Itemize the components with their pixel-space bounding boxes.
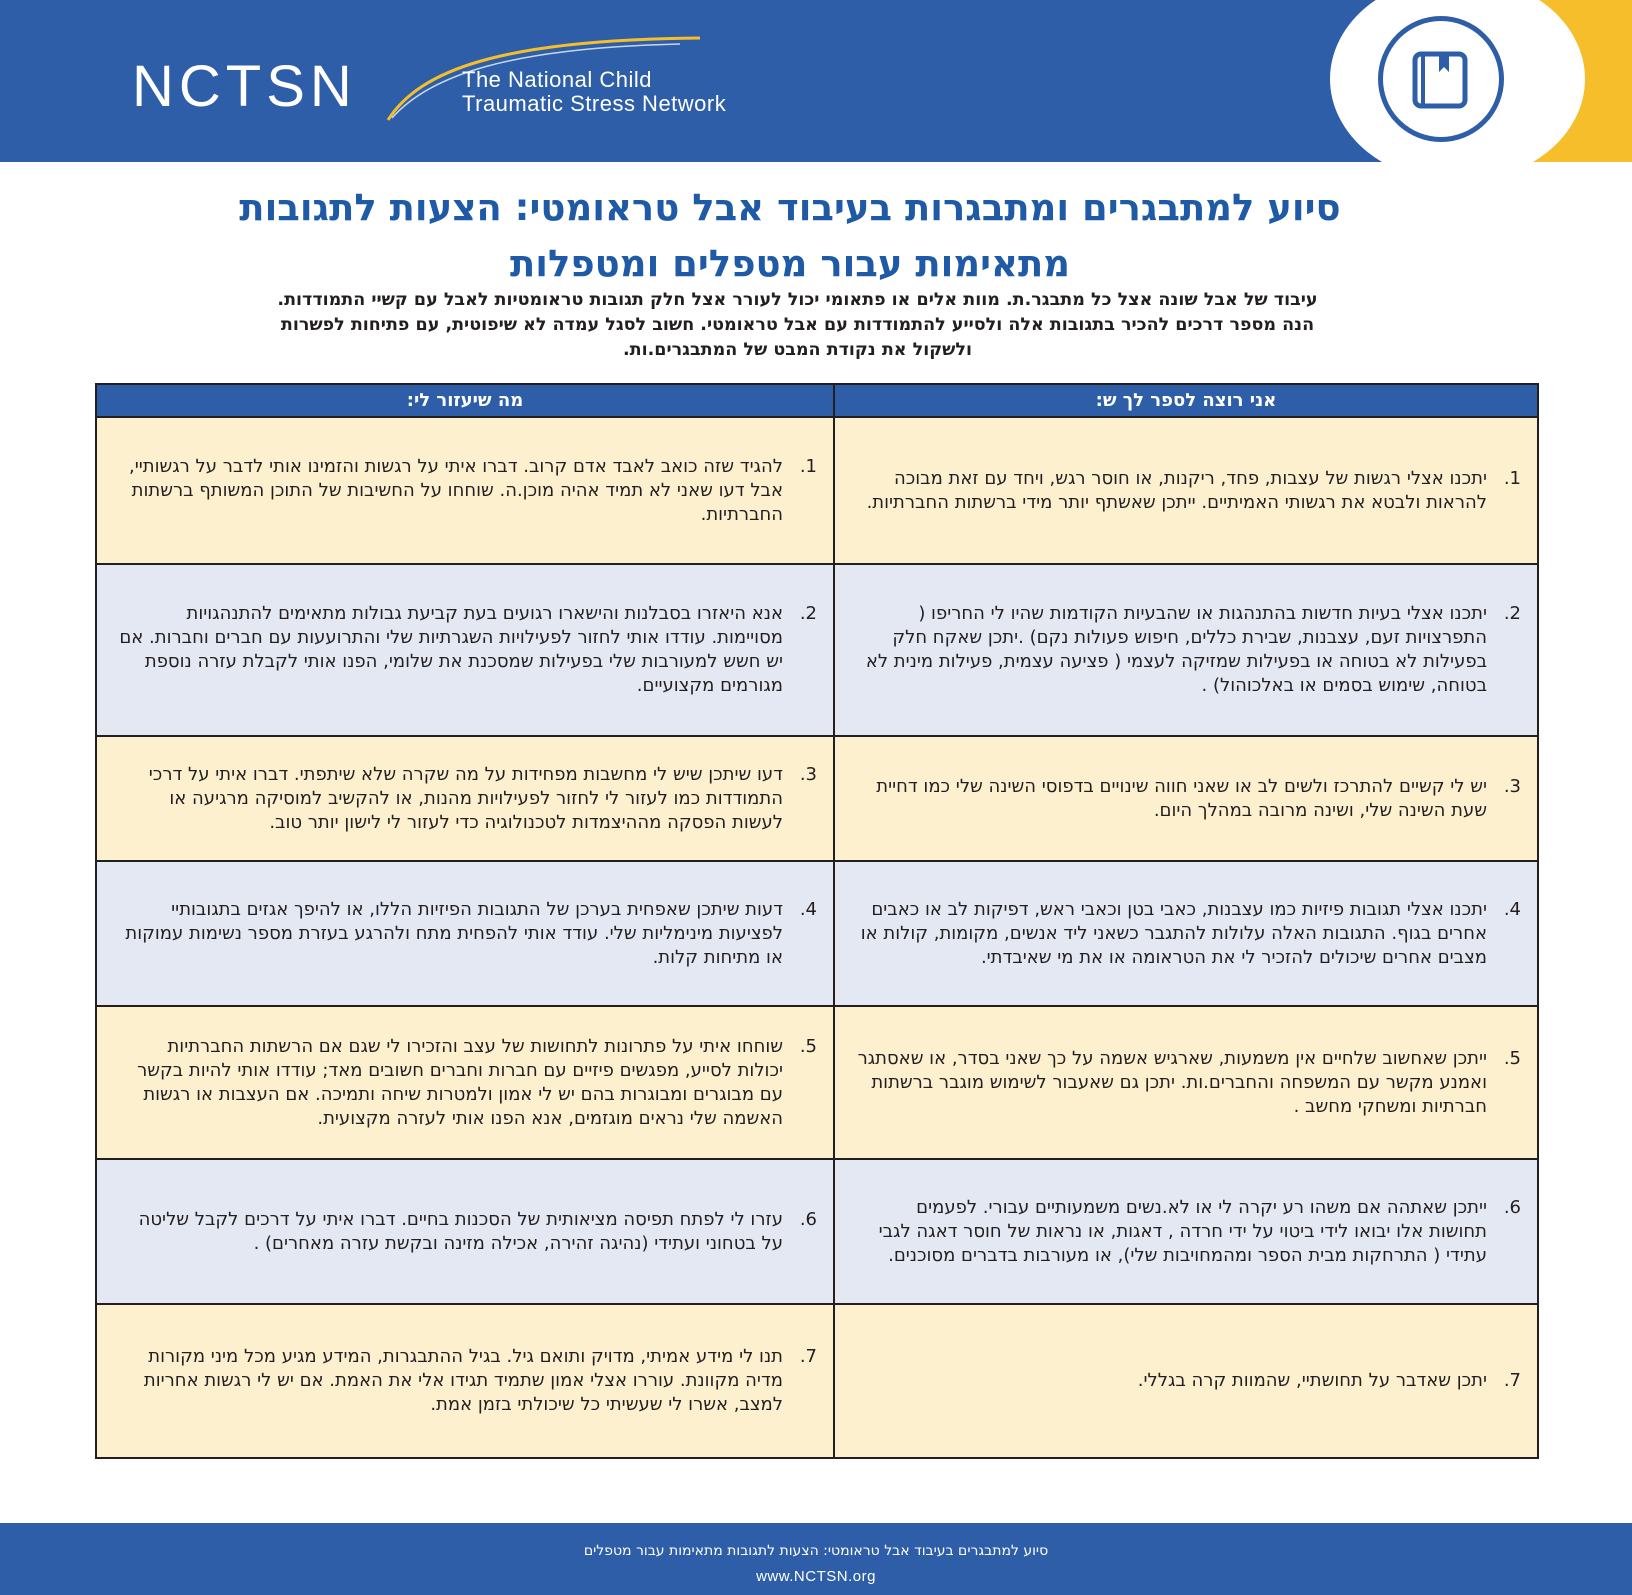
item-text: ייתכן שאתהה אם משהו רע יקרה לי או לא.נשים משמעותיים עבורי. לפעמים תחושות אלו יבואו לידי ביטוי על ידי חרדה , דאגות, או נראות של חוסר דאגה לגבי עתידי ( התרחקות מבית הספר ומהמחויבות שלי), או מעורבות בדברים מסוכנים. — [878, 1196, 1487, 1266]
org-name-line1: The National Child — [462, 67, 652, 92]
tell-you-cell — [834, 417, 1538, 564]
item-number: 7. — [1503, 1370, 1521, 1391]
item-number: 4. — [799, 898, 817, 920]
book-icon-badge — [1378, 16, 1504, 142]
item-text: יתכנו אצלי בעיות חדשות בהתנהגות או שהבעיות הקודמות שהיו לי החריפו ( התפרצויות זעם, עצבנות, שבירת כללים, חיפוש פעולות נקם) .יתכן שאקח חלק בפעילות לא בטוחה או בפעילות שמזיקה לעצמי ( פציעה עצמית, פעילות מינית לא בטוחה, שימוש בסמים או באלכוהול) . — [865, 603, 1487, 696]
nctsn-logo: NCTSN — [132, 54, 357, 119]
header-tell-you: אני רוצה לספר לך ש: — [834, 384, 1538, 417]
tell-you-cell — [834, 564, 1538, 736]
what-helps-cell — [96, 1006, 834, 1159]
item-text: יש לי קשיים להתרכז ולשים לב או שאני חווה שינויים בדפוסי השינה שלי כמו דחיית שעת השינה שלי, ושינה מרובה במהלך היום. — [876, 775, 1487, 821]
table-row — [96, 736, 1538, 861]
item-text: יתכן שאדבר על תחושתיי, שהמוות קרה בגללי. — [1137, 1370, 1487, 1391]
what-helps-cell — [96, 1304, 834, 1458]
header-what-helps: מה שיעזור לי: — [96, 384, 834, 417]
intro-line3: ולשקול את נקודת המבט של המתבגרים.ות. — [623, 340, 972, 360]
footer-title: סיוע למתבגרים בעיבוד אבל טראומטי: הצעות לתגובות מתאימות עבור מטפלים — [583, 1543, 1049, 1559]
item-text: עזרו לי לפתח תפיסה מציאותית של הסכנות בחיים. דברו איתי על דרכים לקבל שליטה על בטחוני ועתידי (נהיגה זהירה, אכילה מזינה ובקשת עזרה מאחרים) . — [138, 1208, 783, 1254]
item-text: להגיד שזה כואב לאבד אדם קרוב. דברו איתי על רגשות והזמינו אותי לדבר על רגשותיי, אבל דעו שאני לא תמיד אהיה מוכן.ה. שוחחו על החשיבות של התוכן המשותף ברשתות החברתיות. — [128, 455, 783, 525]
item-number: 2. — [1503, 603, 1521, 624]
item-text: דעו שיתכן שיש לי מחשבות מפחידות על מה שקרה שלא שיתפתי. דברו איתי על דרכי התמודדות כמו לעזור לי לחזור לפעילויות מהנות, או להקשיב למוסיקה מרגיעה או לעשות הפסקה מההיצמדות לטכנולוגיה כדי לעזור לי לישון יותר טוב. — [148, 763, 783, 833]
item-number: 6. — [1503, 1196, 1521, 1218]
intro-line2: הנה מספר דרכים להכיר בתגובות אלה ולסייע להתמודדות עם אבל טראומטי. חשוב לסגל עמדה לא שיפוטית, עם פתיחות לפשרות — [280, 315, 1315, 335]
item-number: 7. — [799, 1346, 817, 1367]
what-helps-cell — [96, 417, 834, 564]
item-text: שוחחו איתי על פתרונות לתחושות של עצב והזכירו לי שגם אם הרשתות החברתיות יכולות לסייע, מפגשים פיזיים עם חברות וחברים חשובים מאד; עודדו אותי להיות בקשר עם מבוגרים ומבוגרות בהם יש לי אמון ולמטרות שיחה ותמיכה. אם העצבות או רגשות האשמה שלי נראים מוגזמים, אנא הפנו אותי לעזרה מקצועית. — [137, 1035, 783, 1129]
item-number: 3. — [1503, 775, 1521, 797]
item-text: דעות שיתכן שאפחית בערכן של התגובות הפיזיות הללו, או להיפך אגזים בתגובותיי לפציעות מינימליות שלי. עודד אותי להפחית מתח ולהרגע בעזרת מספר נשימות עמוקות או מתיחות קלות. — [125, 898, 783, 968]
table-row — [96, 861, 1538, 1006]
item-number: 2. — [799, 603, 817, 624]
item-number: 1. — [1503, 467, 1521, 489]
item-number: 3. — [799, 763, 817, 785]
tell-you-cell — [834, 736, 1538, 861]
tell-you-cell — [834, 861, 1538, 1006]
item-text: תנו לי מידע אמיתי, מדויק ותואם גיל. בגיל ההתבגרות, המידע מגיע מכל מיני מקורות מדיה מקוונת. עוררו אצלי אמון שתמיד תגידו אלי את האמת. אם יש לי רגשות אחריות למצב, אשרו לי שעשיתי כל שיכולתי בזמן אמת. — [143, 1346, 783, 1415]
table-row — [96, 417, 1538, 564]
tell-you-cell — [834, 1159, 1538, 1304]
item-number: 1. — [799, 455, 817, 477]
page-title-line2: מתאימות עבור מטפלים ומטפלות — [509, 242, 1071, 285]
item-text: אנא היאזרו בסבלנות והישארו רגועים בעת קביעת גבולות מתאימים להתנהגויות מסויימות. עודדו אותי לחזור לפעילויות השגרתיות שלי והתרועעות עם חברים וחברות. אם יש חשש למעורבות שלי בפעילות שמסכנת את שלומי, הפנו אותי לקבלת עזרה נוספת מגורמים מקצועיים. — [119, 603, 783, 696]
org-name-line2: Traumatic Stress Network — [462, 91, 727, 116]
footer-banner — [0, 1523, 1632, 1595]
item-number: 6. — [799, 1208, 817, 1230]
what-helps-cell — [96, 736, 834, 861]
item-text: יתכנו אצלי תגובות פיזיות כמו עצבנות, כאבי בטן וכאבי ראש, דפיקות לב או כאבים אחרים בגוף. התגובות האלה עלולות להתגבר כשאני ליד אנשים, מקומות, קולות או מצבים אחרים שיכולים להזכיר לי את הטראומה או את מי שאיבדתי. — [860, 898, 1487, 968]
intro-paragraph — [60, 288, 1535, 363]
item-text: יתכנו אצלי רגשות של עצבות, פחד, ריקנות, או חוסר רגש, ויחד עם זאת מבוכה להראות ולבטא את רגשותי האמיתיים. ייתכן שאשתף יותר מידי ברשתות החברתיות. — [866, 467, 1487, 513]
what-helps-cell — [96, 1159, 834, 1304]
what-helps-cell — [96, 861, 834, 1006]
tell-you-cell — [834, 1304, 1538, 1458]
header-banner — [0, 0, 1632, 162]
item-number: 4. — [1503, 898, 1521, 920]
table-row — [96, 1006, 1538, 1159]
book-icon — [1411, 48, 1471, 110]
footer-url[interactable]: www.NCTSN.org — [756, 1568, 876, 1585]
what-helps-cell — [96, 564, 834, 736]
tell-you-cell — [834, 1006, 1538, 1159]
page-title-line1: סיוע למתבגרים ומתבגרות בעיבוד אבל טראומטי: הצעות לתגובות — [239, 186, 1341, 229]
table-row — [96, 564, 1538, 736]
tips-table — [95, 383, 1539, 1459]
org-name — [462, 68, 726, 116]
table-row — [96, 1159, 1538, 1304]
item-text: ייתכן שאחשוב שלחיים אין משמעות, שארגיש אשמה על כך שאני בסדר, או שאסתגר ואמנע מקשר עם המשפחה והחברים.ות. יתכן גם שאעבור לשימוש מוגבר ברשתות חברתיות ומשחקי מחשב . — [857, 1047, 1487, 1117]
intro-line1: עיבוד של אבל שונה אצל כל מתבגר.ת. מוות אלים או פתאומי יכול לעורר אצל חלק תגובות טראומטיות לאבל עם קשיי התמודדות. — [277, 290, 1318, 310]
item-number: 5. — [1503, 1047, 1521, 1069]
page-title — [90, 180, 1490, 292]
table-row — [96, 1304, 1538, 1458]
item-number: 5. — [799, 1035, 817, 1057]
